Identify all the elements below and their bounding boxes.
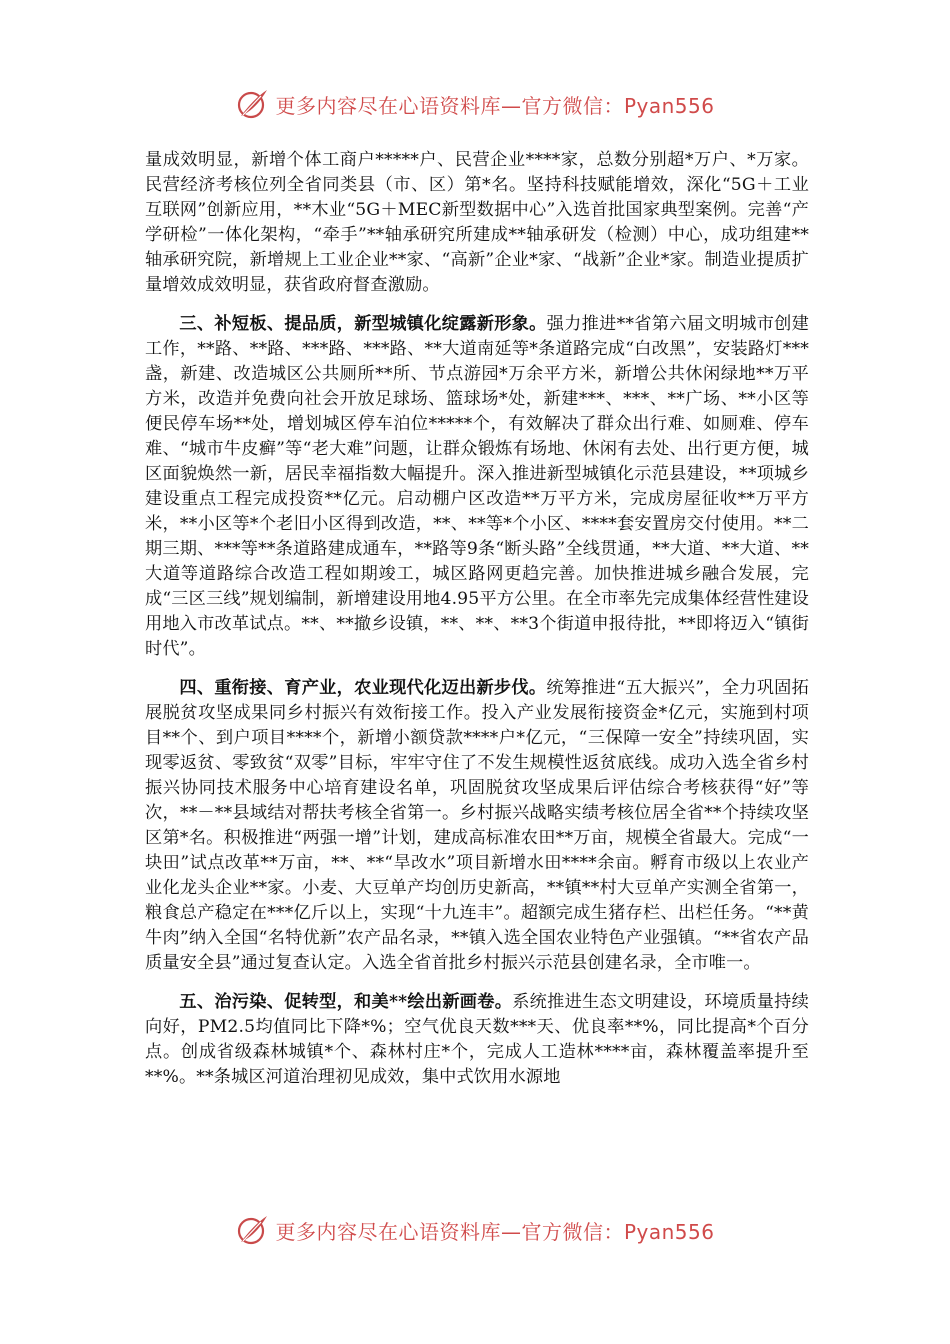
section-heading-4: 四、重衔接、育产业，农业现代化迈出新步伐。 <box>179 678 547 698</box>
feather-logo-icon <box>235 86 271 122</box>
watermark-text: 更多内容尽在心语资料库—官方微信：Pyan556 <box>275 1219 715 1244</box>
document-body <box>145 148 809 1104</box>
paragraph-body: 量成效明显，新增个体工商户*****户、民营企业****家，总数分别超*万户、*万家。民营经济考核位列全省同类县（市、区）第*名。坚持科技赋能增效，深化“5G＋工业互联网”创新应用，**木业“5G＋MEC新型数据中心”入选首批国家典型案例。完善“产学研检”一体化架构，“牵手”**轴承研究所建成**轴承研发（检测）中心，成功组建**轴承研究院，新增规上工业企业**家、“高新”企业*家、“战新”企业*家。制造业提质扩量增效成效明显，获省政府督查激励。 <box>145 150 809 295</box>
paragraph-continuation <box>145 148 809 298</box>
paragraph-body: 强力推进**省第六届文明城市创建工作，**路、**路、***路、***路、**大道南延等*条道路完成“白改黑”，安装路灯***盏，新建、改造城区公共厕所**所、节点游园*万余平方米，新增公共休闲绿地**万平方米，改造并免费向社会开放足球场、篮球场*处，新建***、***、**广场、**小区等便民停车场**处，增划城区停车泊位*****个，有效解决了群众出行难、如厕难、停车难、“城市牛皮癣”等“老大难”问题，让群众锻炼有场地、休闲有去处、出行更方便，城区面貌焕然一新，居民幸福指数大幅提升。深入推进新型城镇化示范县建设，**项城乡建设重点工程完成投资**亿元。启动棚户区改造**万平方米，完成房屋征收**万平方米，**小区等*个老旧小区得到改造，**、**等*个小区、****套安置房交付使用。**二期三期、***等**条道路建成通车，**路等9条“断头路”全线贯通，**大道、**大道、**大道等道路综合改造工程如期竣工，城区路网更趋完善。加快推进城乡融合发展，完成“三区三线”规划编制，新增建设用地4.95平方公里。在全市率先完成集体经营性建设用地入市改革试点。**、**撤乡设镇，**、**、**3个街道申报待批，**即将迈入“镇街时代”。 <box>145 314 810 659</box>
section-heading-5: 五、治污染、促转型，和美**绘出新画卷。 <box>179 992 513 1012</box>
header-watermark <box>0 84 950 124</box>
footer-watermark <box>0 1210 950 1250</box>
watermark-text: 更多内容尽在心语资料库—官方微信：Pyan556 <box>275 93 715 118</box>
paragraph-urbanization <box>145 312 809 662</box>
paragraph-ecology <box>145 990 809 1090</box>
paragraph-body: 系统推进生态文明建设，环境质量持续向好，PM2.5均值同比下降*%；空气优良天数***天、优良率**%，同比提高*个百分点。创成省级森林城镇*个、森林村庄*个，完成人工造林****亩，森林覆盖率提升至**%。**条城区河道治理初见成效，集中式饮用水源地 <box>145 992 809 1087</box>
paragraph-body: 统筹推进“五大振兴”，全力巩固拓展脱贫攻坚成果同乡村振兴有效衔接工作。投入产业发展衔接资金*亿元，实施到村项目**个、到户项目****个，新增小额贷款****户*亿元，“三保障一安全”持续巩固，实现零返贫、零致贫“双零”目标，牢牢守住了不发生规模性返贫底线。成功入选全省乡村振兴协同技术服务中心培育建设名单，巩固脱贫攻坚成果后评估综合考核获得“好”等次，**－**县域结对帮扶考核全省第一。乡村振兴战略实绩考核位居全省**个持续攻坚区第*名。积极推进“两强一增”计划，建成高标准农田**万亩，规模全省最大。完成“一块田”试点改革**万亩，**、**“旱改水”项目新增水田****余亩。孵育市级以上农业产业化龙头企业**家。小麦、大豆单产均创历史新高，**镇**村大豆单产实测全省第一，粮食总产稳定在***亿斤以上，实现“十九连丰”。超额完成生猪存栏、出栏任务。“**黄牛肉”纳入全国“名特优新”农产品名录，**镇入选全国农业特色产业强镇。“**省农产品质量安全县”通过复查认定。入选全省首批乡村振兴示范县创建名录，全市唯一。 <box>145 678 809 973</box>
paragraph-agriculture <box>145 676 809 976</box>
section-heading-3: 三、补短板、提品质，新型城镇化绽露新形象。 <box>179 314 547 334</box>
feather-logo-icon <box>235 1212 271 1248</box>
